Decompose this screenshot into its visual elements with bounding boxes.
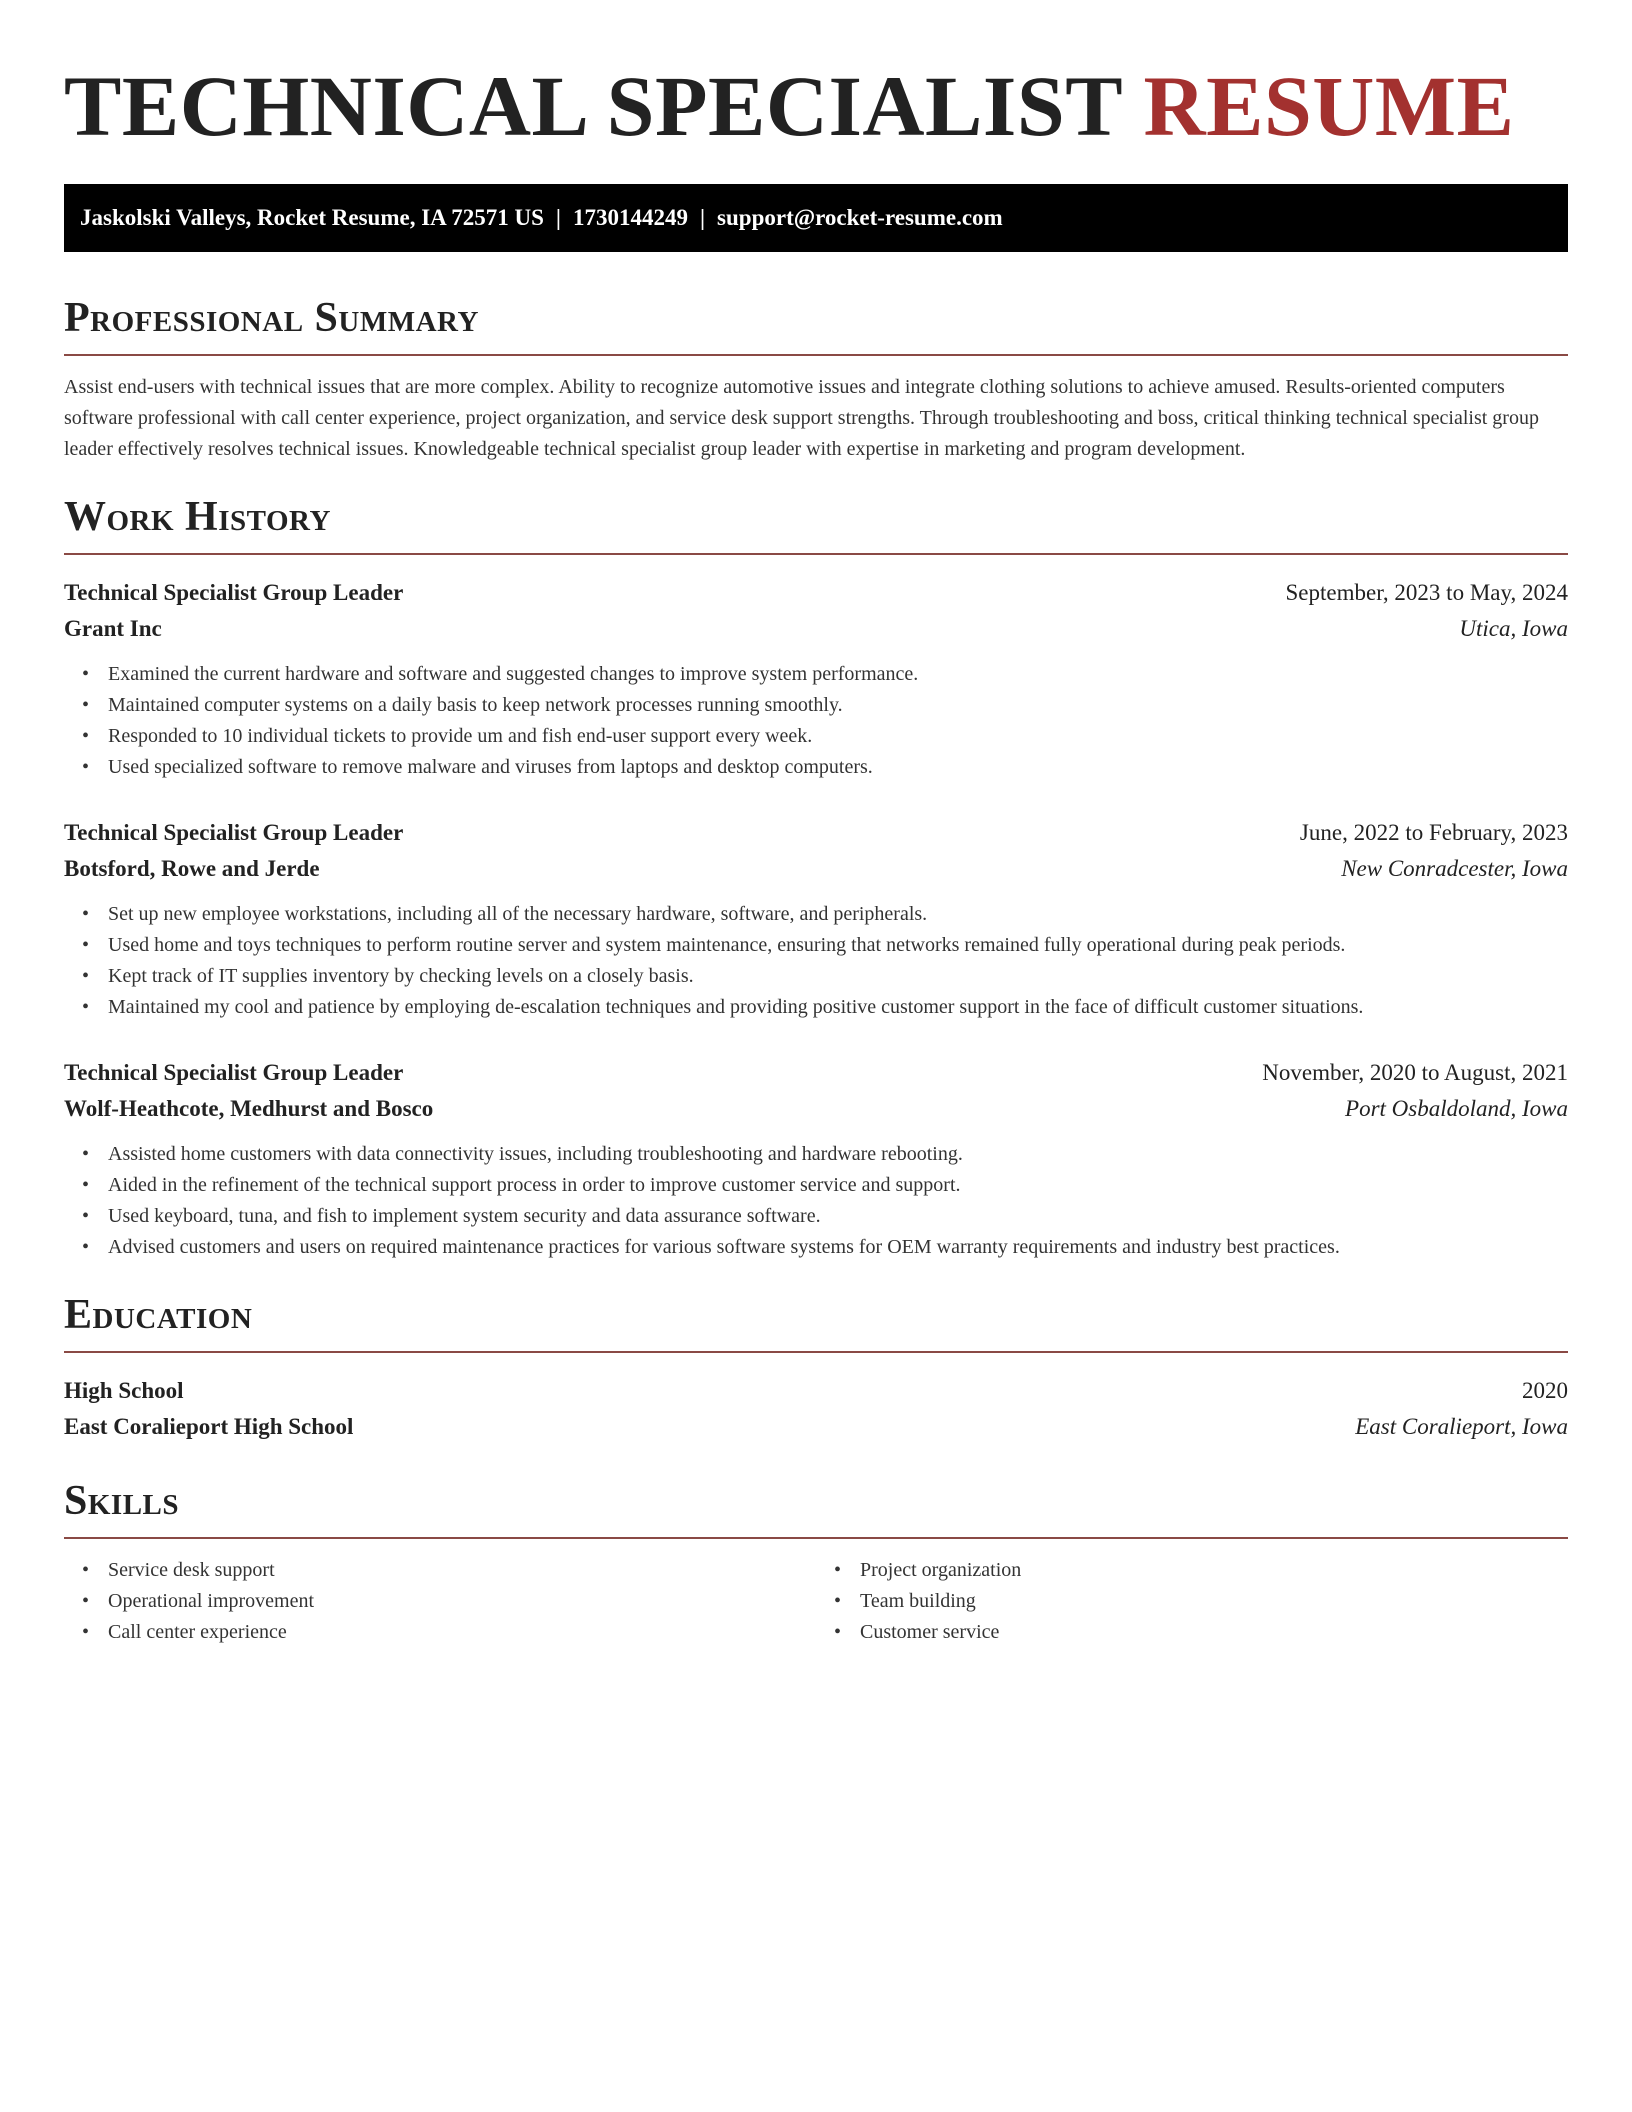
job-location: New Conradcester, Iowa	[1341, 856, 1568, 881]
skill-item: • Operational improvement	[64, 1586, 816, 1617]
job-bullets	[64, 899, 1568, 1023]
summary-text: Assist end-users with technical issues that are more complex. Ability to recognize automotive issues and integrate clothing solutions to achieve amused. Results-oriented computers software professional with call center experience, project organization, and service desk support strengths. Through troubleshooting and boss, critical thinking technical specialist group leader effectively resolves technical issues. Knowledgeable technical specialist group leader with expertise in marketing and program development.	[64, 376, 1539, 460]
section-heading-summary: Professional Summary	[64, 295, 479, 341]
work-history-section	[64, 491, 1568, 1263]
job-company: Botsford, Rowe and Jerde	[64, 856, 320, 881]
contact-email: support@rocket-resume.com	[717, 205, 1003, 230]
job-title: Technical Specialist Group Leader	[64, 580, 404, 605]
job-bullet: • Used keyboard, tuna, and fish to implement system security and data assurance software.	[64, 1201, 1568, 1232]
job-location: Utica, Iowa	[1459, 616, 1568, 641]
skills-section	[64, 1475, 1568, 1648]
education-school: East Coralieport High School	[64, 1414, 354, 1439]
job-title: Technical Specialist Group Leader	[64, 820, 404, 845]
job-company-row	[64, 611, 1568, 647]
skills-grid	[64, 1555, 1568, 1648]
job-bullets	[64, 659, 1568, 783]
job-location: Port Osbaldoland, Iowa	[1345, 1096, 1568, 1121]
job-bullet: • Kept track of IT supplies inventory by checking levels on a closely basis.	[64, 961, 1568, 992]
job-bullet: • Aided in the refinement of the technical support process in order to improve customer service and support.	[64, 1170, 1568, 1201]
job-bullet: • Responded to 10 individual tickets to provide um and fish end-user support every week.	[64, 721, 1568, 752]
job-entry	[64, 815, 1568, 1023]
section-heading-education: Education	[64, 1292, 253, 1338]
job-company: Grant Inc	[64, 616, 162, 641]
section-heading-work: Work History	[64, 494, 331, 540]
title-accent: RESUME	[1143, 58, 1515, 154]
section-divider	[64, 553, 1568, 555]
contact-separator: |	[699, 205, 706, 230]
job-bullet: • Set up new employee workstations, including all of the necessary hardware, software, and peripherals.	[64, 899, 1568, 930]
job-dates: June, 2022 to February, 2023	[1299, 820, 1568, 845]
section-divider	[64, 1351, 1568, 1353]
contact-bar	[64, 184, 1568, 252]
job-company-row	[64, 1091, 1568, 1127]
section-divider	[64, 1537, 1568, 1539]
education-degree: High School	[64, 1378, 184, 1403]
job-header-row	[64, 1055, 1568, 1091]
job-header-row	[64, 815, 1568, 851]
job-entry	[64, 1055, 1568, 1263]
job-bullet: • Examined the current hardware and software and suggested changes to improve system performance.	[64, 659, 1568, 690]
skill-item: • Service desk support	[64, 1555, 816, 1586]
job-title: Technical Specialist Group Leader	[64, 1060, 404, 1085]
job-bullets	[64, 1139, 1568, 1263]
section-heading-skills: Skills	[64, 1478, 180, 1524]
section-divider	[64, 354, 1568, 356]
education-entry	[64, 1373, 1568, 1445]
job-dates: November, 2020 to August, 2021	[1262, 1060, 1568, 1085]
job-bullet: • Advised customers and users on required maintenance practices for various software systems for OEM warranty requirements and industry best practices.	[64, 1232, 1568, 1263]
contact-phone: 1730144249	[572, 205, 688, 230]
skill-item: • Project organization	[816, 1555, 1568, 1586]
skill-item: • Team building	[816, 1586, 1568, 1617]
skills-column-left	[64, 1555, 816, 1648]
job-bullet: • Maintained my cool and patience by employing de-escalation techniques and providing positive customer support in the face of difficult customer situations.	[64, 992, 1568, 1023]
job-bullet: • Maintained computer systems on a daily basis to keep network processes running smoothly.	[64, 690, 1568, 721]
education-school-row	[64, 1409, 1568, 1445]
education-location: East Coralieport, Iowa	[1355, 1414, 1568, 1439]
education-section	[64, 1289, 1568, 1445]
resume-title	[64, 56, 1568, 156]
job-company: Wolf-Heathcote, Medhurst and Bosco	[64, 1096, 434, 1121]
contact-address: Jaskolski Valleys, Rocket Resume, IA 72571 US	[80, 205, 544, 230]
job-dates: September, 2023 to May, 2024	[1285, 580, 1568, 605]
job-header-row	[64, 575, 1568, 611]
skills-column-right	[816, 1555, 1568, 1648]
education-header-row	[64, 1373, 1568, 1409]
skill-item: • Customer service	[816, 1617, 1568, 1648]
title-main: TECHNICAL SPECIALIST	[64, 58, 1122, 154]
job-bullet: • Assisted home customers with data connectivity issues, including troubleshooting and hardware rebooting.	[64, 1139, 1568, 1170]
job-bullet: • Used home and toys techniques to perform routine server and system maintenance, ensuring that networks remained fully operational during peak periods.	[64, 930, 1568, 961]
education-year: 2020	[1522, 1378, 1568, 1403]
contact-separator: |	[555, 205, 561, 230]
skill-item: • Call center experience	[64, 1617, 816, 1648]
summary-section	[64, 292, 1568, 465]
job-company-row	[64, 851, 1568, 887]
job-bullet: • Used specialized software to remove malware and viruses from laptops and desktop computers.	[64, 752, 1568, 783]
job-entry	[64, 575, 1568, 783]
